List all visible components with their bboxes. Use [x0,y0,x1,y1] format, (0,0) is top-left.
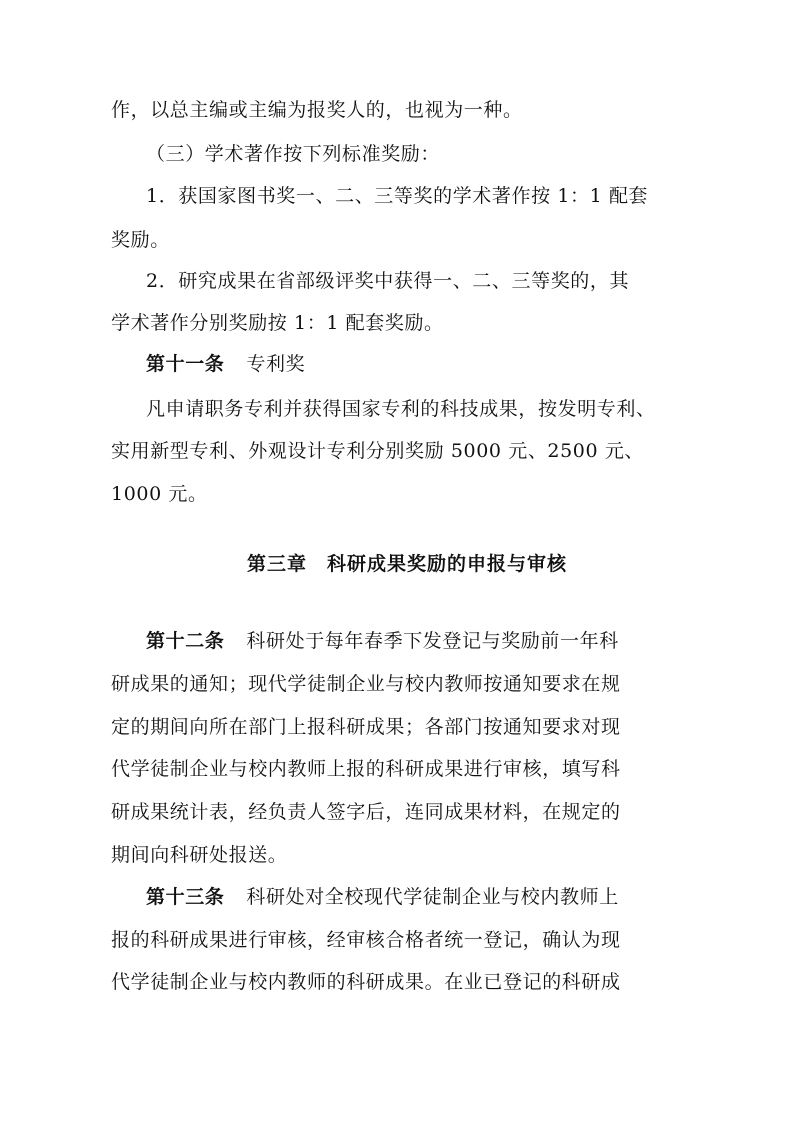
text-line: 报的科研成果进行审核，经审核合格者统一登记，确认为现 [111,929,621,951]
text-line: 研成果统计表，经负责人签字后，连同成果材料，在规定的 [111,801,621,823]
text-line: 代学徒制企业与校内教师上报的科研成果进行审核，填写科 [111,758,621,780]
text-line: 代学徒制企业与校内教师的科研成果。在业已登记的科研成 [111,971,621,993]
text-line: 奖励。 [111,229,170,251]
text-line: 作，以总主编或主编为报奖人的，也视为一种。 [111,99,523,121]
text-line: 研成果的通知；现代学徒制企业与校内教师按通知要求在规 [111,673,621,695]
text-line: 学术著作分别奖励按 1：1 配套奖励。 [111,312,444,334]
text-line: 期间向科研处报送。 [111,844,288,866]
text-line: （三）学术著作按下列标准奖励： [146,143,441,165]
text-line: 1．获国家图书奖一、二、三等奖的学术著作按 1：1 配套 [146,185,649,207]
article-11-heading [146,352,305,376]
article-text: 科研处于每年春季下发登记与奖励前一年科 [246,630,619,652]
text-line: 凡申请职务专利并获得国家专利的科技成果，按发明专利、 [146,398,656,420]
article-12-line [146,629,619,653]
text-line: 1000 元。 [111,483,208,505]
text-line: 2．研究成果在省部级评奖中获得一、二、三等奖的，其 [146,270,630,292]
text-line: 实用新型专利、外观设计专利分别奖励 5000 元、2500 元、 [111,440,645,462]
chapter-heading: 第三章 科研成果奖励的申报与审核 [247,553,568,575]
article-number: 第十一条 [146,353,225,375]
article-text: 科研处对全校现代学徒制企业与校内教师上 [246,886,619,908]
article-number: 第十二条 [146,630,225,652]
article-13-line [146,885,619,909]
article-name: 专利奖 [246,353,306,375]
text-line: 定的期间向所在部门上报科研成果；各部门按通知要求对现 [111,716,621,738]
article-number: 第十三条 [146,886,225,908]
